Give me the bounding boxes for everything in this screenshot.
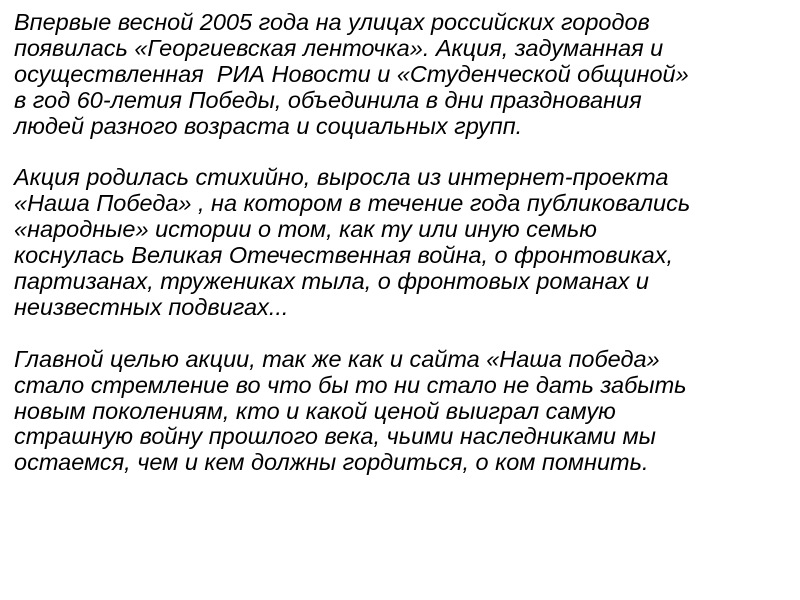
text-line: осуществленная РИА Новости и «Студенческой общиной»: [14, 60, 689, 87]
text-line: новым поколениям, кто и какой ценой выиграл самую: [14, 397, 616, 424]
paragraph-3: [14, 347, 786, 477]
text-line: стало стремление во что бы то ни стало не дать забыть: [14, 371, 687, 398]
text-line: неизвестных подвигах...: [14, 293, 289, 320]
text-line: Впервые весной 2005 года на улицах российских городов: [14, 9, 650, 35]
paragraph-2: [14, 165, 786, 320]
text-line: остаемся, чем и кем должны гордиться, о ком помнить.: [14, 449, 649, 476]
text-line: страшную войну прошлого века, чьими наследниками мы: [14, 423, 656, 450]
text-line: появилась «Георгиевская ленточка». Акция, задуманная и: [14, 34, 664, 61]
text-line: людей разного возраста и социальных групп.: [14, 112, 523, 139]
paragraph-1: [14, 10, 786, 140]
text-line: коснулась Великая Отечественная война, о фронтовиках,: [14, 242, 673, 269]
text-line: «Наша Победа» , на котором в течение года публиковались: [14, 190, 691, 217]
text-line: Главной целью акции, так же как и сайта «Наша победа»: [14, 345, 660, 372]
text-line: в год 60-летия Победы, объединила в дни празднования: [14, 86, 642, 113]
text-line: партизанах, тружениках тыла, о фронтовых романах и: [14, 268, 649, 295]
text-line: Акция родилась стихийно, выросла из интернет-проекта: [14, 164, 669, 191]
text-line: «народные» истории о том, как ту или иную семью: [14, 216, 597, 243]
